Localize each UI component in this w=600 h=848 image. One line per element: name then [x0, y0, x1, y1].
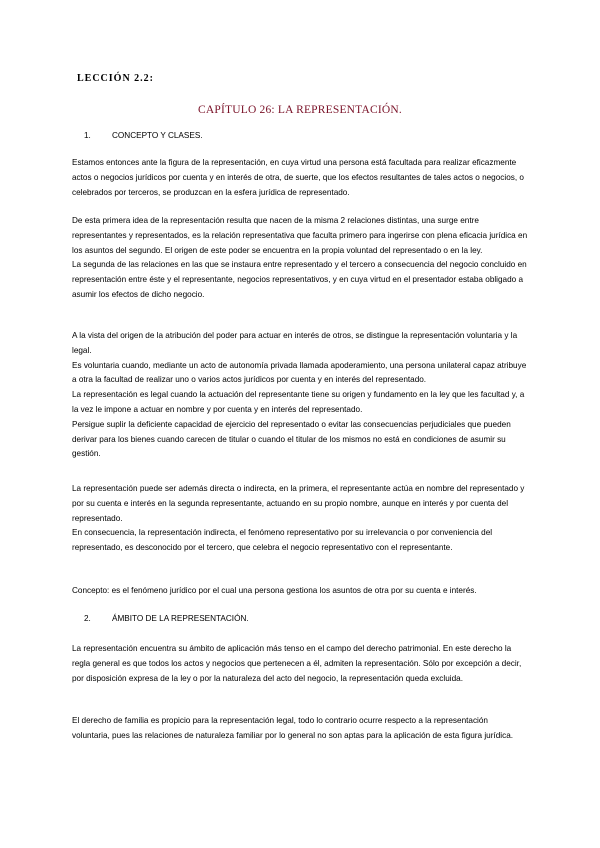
- paragraph-definition: [72, 156, 528, 200]
- paragraph-concept: [72, 584, 528, 599]
- paragraph-relations: [72, 214, 528, 303]
- chapter-title: CAPÍTULO 26: LA REPRESENTACIÓN.: [198, 104, 402, 116]
- paragraph-scope: [72, 642, 528, 686]
- paragraph-text: La representación es legal cuando la actuación del representante tiene su origen y fundamento en la ley que les facultad y, a la vez le impone a actuar en nombre y por cuenta y en interés del representado.: [72, 390, 525, 414]
- section-heading-concepto: [84, 131, 203, 140]
- section-number: 1.: [84, 131, 91, 140]
- paragraph-family-law: [72, 714, 528, 744]
- paragraph-text: El derecho de familia es propicio para la representación legal, todo lo contrario ocurre respecto a la representación voluntaria, pues las relaciones de naturaleza familiar por lo general no son aptas para la aplicación de esta figura jurídica.: [72, 716, 514, 740]
- paragraph-text: Persigue suplir la deficiente capacidad de ejercicio del representado o evitar las consecuencias perjudiciales que pueden derivar para los bienes cuando carecen de titular o cuando el titular de los mismos no está en condiciones de asumir su gestión.: [72, 419, 511, 459]
- section-heading-ambito: [84, 614, 249, 623]
- paragraph-text: Estamos entonces ante la figura de la representación, en cuya virtud una persona está facultada para realizar eficazmente actos o negocios jurídicos por cuenta y en interés de otra, de suerte, que los efectos resultantes de tales actos o negocios, o celebrados por terceros, se produzcan en la esfera jurídica de representado.: [72, 158, 524, 197]
- section-number: 2.: [84, 614, 91, 623]
- paragraph-text: Concepto: es el fenómeno jurídico por el cual una persona gestiona los asuntos de otra por su cuenta e interés.: [72, 586, 477, 595]
- section-title: CONCEPTO Y CLASES.: [112, 131, 203, 140]
- paragraph-text: A la vista del origen de la atribución del poder para actuar en interés de otros, se distingue la representación voluntaria y la legal.: [72, 331, 518, 355]
- paragraph-text: La segunda de las relaciones en las que se instaura entre representado y el tercero a consecuencia del negocio concluido en representación entre éste y el representante, negocios representativos, y en cuya virtud en el presentador estaba obligado a asumir los efectos de dicho negocio.: [72, 260, 527, 299]
- paragraph-text: Es voluntaria cuando, mediante un acto de autonomía privada llamada apoderamiento, una persona unilateral capaz atribuye a otra la facultad de realizar uno o varios actos jurídicos por cuenta y en interés del representado.: [72, 360, 527, 385]
- paragraph-classes: [72, 329, 528, 462]
- paragraph-text: De esta primera idea de la representación resulta que nacen de la misma 2 relaciones distintas, una surge entre representantes y representados, es la relación representativa que faculta primero para ingerirse con plena eficacia jurídica en los asuntos del segundo. El origen de este poder se encuentra en la propia voluntad del representado o en la ley.: [72, 216, 528, 255]
- paragraph-text: La representación encuentra su ámbito de aplicación más tenso en el campo del derecho patrimonial. En este derecho la regla general es que todos los actos y negocios que pertenecen a él, admiten la representación. Sólo por excepción a decir, por disposición expresa de la ley o por la naturaleza del acto del negocio, la representación queda excluida.: [72, 644, 522, 683]
- section-title: ÁMBITO DE LA REPRESENTACIÓN.: [112, 614, 249, 623]
- lesson-title: LECCIÓN 2.2:: [77, 73, 155, 84]
- paragraph-direct-indirect: [72, 482, 528, 556]
- paragraph-text: En consecuencia, la representación indirecta, el fenómeno representativo por su irrelevancia o por conveniencia del representado, es desconocido por el tercero, que celebra el negocio representativo con el representante.: [72, 528, 493, 553]
- paragraph-text: La representación puede ser además directa o indirecta, en la primera, el representante actúa en nombre del representado y por su cuenta e interés en la segunda representante, actuando en su propio nombre, aunque en interés y por cuenta del representado.: [72, 484, 525, 523]
